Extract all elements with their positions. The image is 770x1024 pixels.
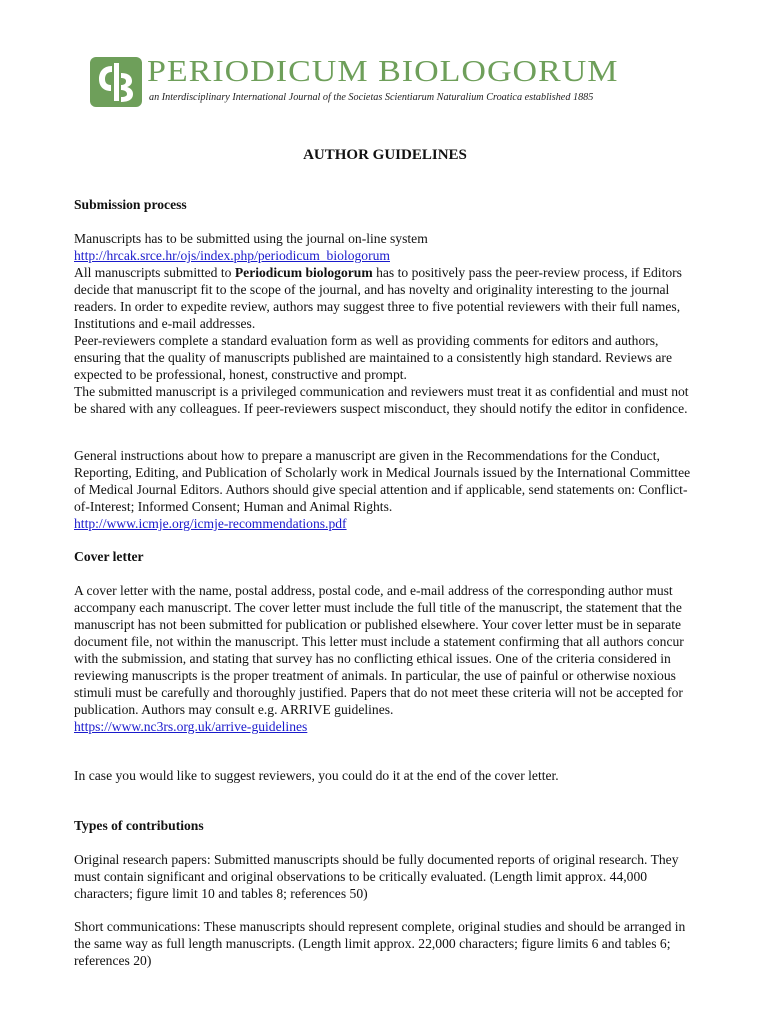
paragraph-text <box>74 230 696 417</box>
paragraph-text: In case you would like to suggest reviewers, you could do it at the end of the cover letter. <box>74 768 559 783</box>
reviewers-text: Peer-reviewers complete a standard evaluation form as well as providing comments for editors and authors, ensuring that the quality of manuscripts published are maintained to a consistently high standard. Reviews are expected to be professional, honest, constructive and prompt. <box>74 333 672 382</box>
cover-letter-paragraph-1 <box>74 582 696 735</box>
submission-paragraph-2 <box>74 447 696 532</box>
ojs-system-link[interactable]: http://hrcak.srce.hr/ojs/index.php/periodicum_biologorum <box>74 248 390 263</box>
submission-intro: Manuscripts has to be submitted using the journal on-line system <box>74 231 428 246</box>
contributions-paragraph-2 <box>74 918 696 969</box>
paragraph-text <box>74 447 696 532</box>
submission-paragraph-1 <box>74 230 696 417</box>
icmje-text: General instructions about how to prepare a manuscript are given in the Recommendations for the Conduct, Reporting, Editing, and Publication of Scholarly work in Medical Journals issued by the International Committee of Medical Journal Editors. Authors should give special attention and if applicable, send statements on: Conflict-of-Interest; Informed Consent; Human and Animal Rights. <box>74 448 691 514</box>
contributions-heading <box>74 817 696 834</box>
section-heading: Cover letter <box>74 549 144 564</box>
submission-after-journal: has to positively pass the peer-review process, if Editors decide that manuscript fit to the scope of the journal, and has novelty and originality interesting to the journal readers. In order to expedite review, authors may suggest three to five potential reviewers with their full names, Institutions and e-mail addresses. <box>74 265 682 331</box>
cb-monogram-logo-icon <box>90 57 142 107</box>
contributions-paragraph-1 <box>74 851 696 902</box>
cover-letter-text: A cover letter with the name, postal address, postal code, and e-mail address of the corresponding author must accompany each manuscript. The cover letter must include the full title of the manuscript, the statement that the manuscript has not been submitted for publication or published elsewhere. Your cover letter must be in separate document file, not within the manuscript. This letter must include a statement confirming that all authors concur with the submission, and stating that survey has no conflicting ethical issues. One of the criteria considered in reviewing manuscripts is the proper treatment of animals. In particular, the use of painful or otherwise noxious stimuli must be carefully and thoroughly justified. Papers that do not meet these criteria will not be accepted for publication. Authors may consult e.g. ARRIVE guidelines. <box>74 583 684 717</box>
icmje-link[interactable]: http://www.icmje.org/icmje-recommendations.pdf <box>74 516 347 531</box>
page-title: AUTHOR GUIDELINES <box>303 147 467 163</box>
cover-letter-heading <box>74 548 696 565</box>
submission-before-journal: All manuscripts submitted to <box>74 265 235 280</box>
arrive-guidelines-link[interactable]: https://www.nc3rs.org.uk/arrive-guidelines <box>74 719 308 734</box>
section-heading: Submission process <box>74 197 187 212</box>
journal-name-bold: Periodicum biologorum <box>234 265 373 280</box>
paragraph-text: Original research papers: Submitted manuscripts should be fully documented reports of original research. They must contain significant and original observations to be critically evaluated. (Length limit approx. 44,000 characters; figure limit 10 and tables 8; references 50) <box>74 852 679 901</box>
journal-title: PERIODICUM BIOLOGORUM <box>147 55 619 89</box>
submission-heading <box>74 196 696 213</box>
journal-header <box>90 56 690 108</box>
section-heading: Types of contributions <box>74 818 204 833</box>
paragraph-text <box>74 582 696 735</box>
journal-subtitle: an Interdisciplinary International Journal of the Societas Scientiarum Naturalium Croatica established 1885 <box>149 92 594 103</box>
cover-letter-paragraph-2 <box>74 767 696 784</box>
paragraph-text: Short communications: These manuscripts should represent complete, original studies and should be arranged in the same way as full length manuscripts. (Length limit approx. 22,000 characters; figure limits 6 and tables 6; references 20) <box>74 919 686 968</box>
confidential-text: The submitted manuscript is a privileged communication and reviewers must treat it as confidential and must not be shared with any colleagues. If peer-reviewers suspect misconduct, they should notify the editor in confidence. <box>74 384 689 416</box>
